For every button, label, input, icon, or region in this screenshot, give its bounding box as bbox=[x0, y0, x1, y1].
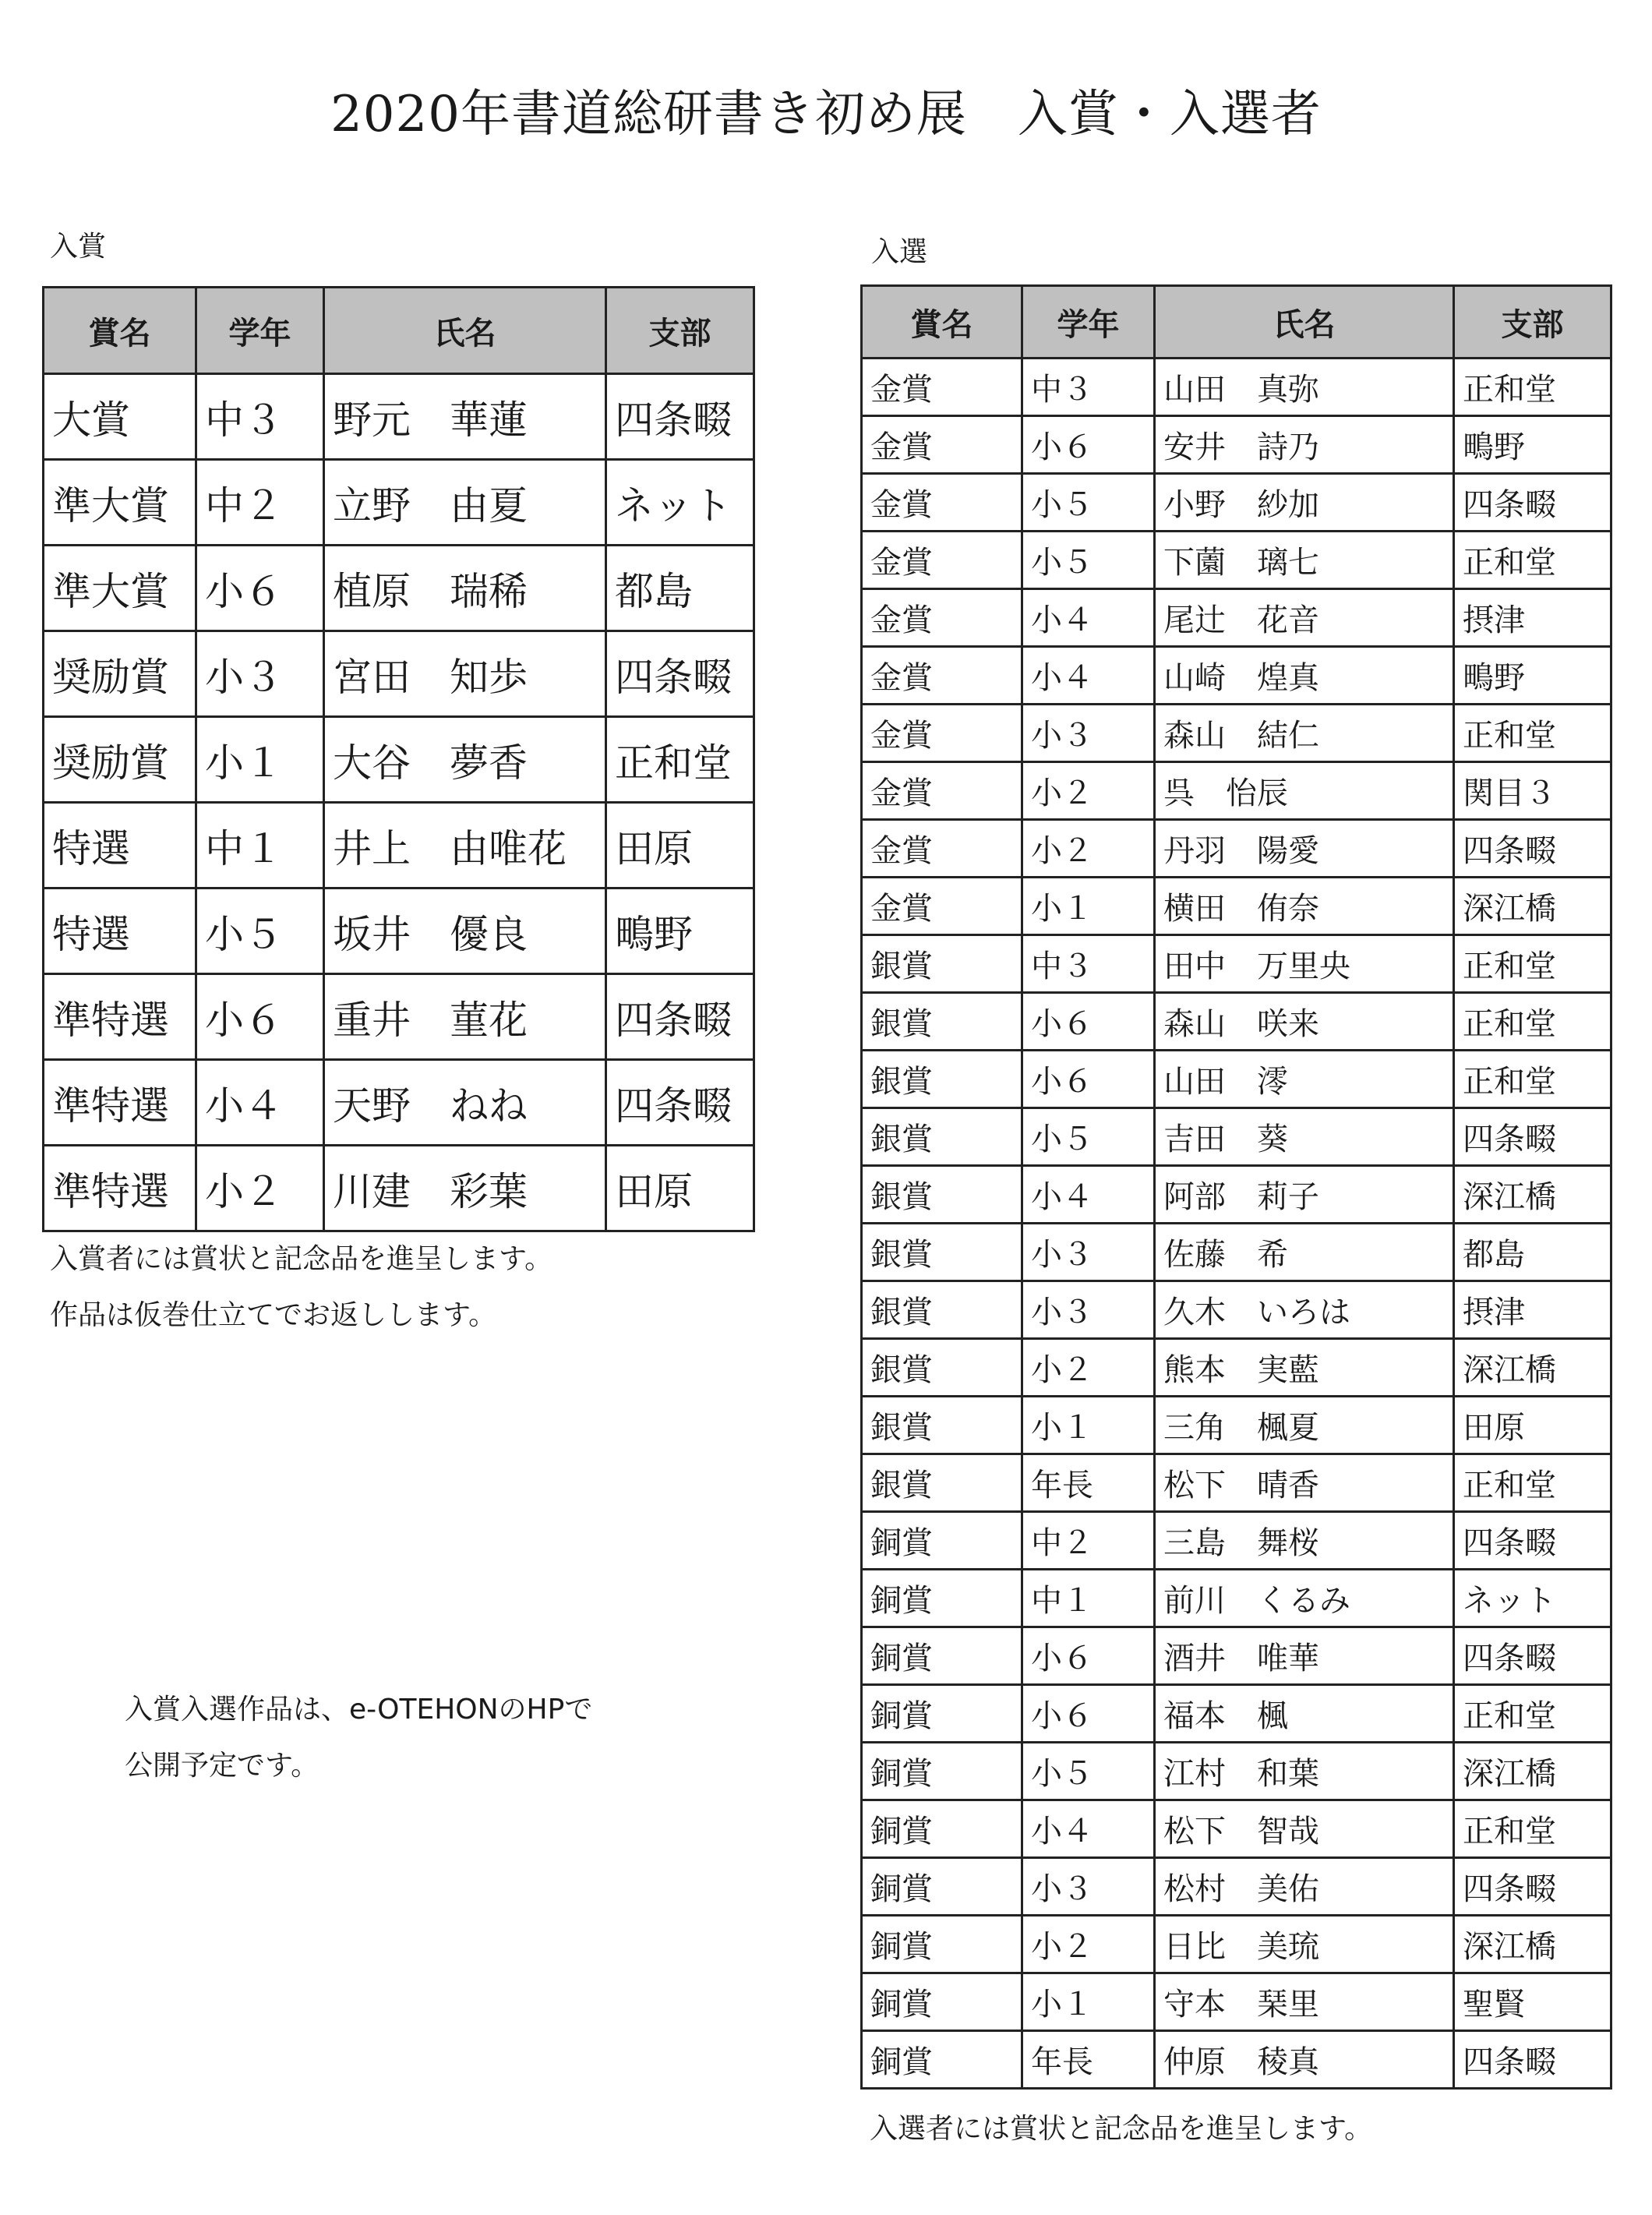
nyusho-note bbox=[50, 1231, 552, 1344]
column-header-branch: 支部 bbox=[606, 288, 754, 374]
name-cell: 野元 華蓮 bbox=[324, 374, 606, 460]
grade-cell: 小１ bbox=[196, 717, 324, 803]
branch-cell: 都島 bbox=[606, 546, 754, 631]
name-cell: 吉田 葵 bbox=[1155, 1108, 1454, 1166]
table-row bbox=[862, 1108, 1611, 1166]
table-row bbox=[862, 416, 1611, 474]
name-cell: 坂井 優良 bbox=[324, 888, 606, 974]
branch-cell: 深江橋 bbox=[1454, 878, 1611, 935]
table-row bbox=[44, 546, 754, 631]
award-cell: 金賞 bbox=[862, 359, 1022, 416]
grade-cell: 中２ bbox=[196, 460, 324, 546]
grade-cell: 小２ bbox=[1022, 1339, 1155, 1397]
branch-cell: 四条畷 bbox=[1454, 1108, 1611, 1166]
nyusen-table bbox=[860, 284, 1612, 2090]
grade-cell: 中１ bbox=[1022, 1570, 1155, 1627]
grade-cell: 小６ bbox=[1022, 1051, 1155, 1108]
nyusho-note-line: 入賞者には賞状と記念品を進呈します。 bbox=[50, 1243, 553, 1275]
branch-cell: ネット bbox=[606, 460, 754, 546]
grade-cell: 小４ bbox=[196, 1060, 324, 1146]
grade-cell: 小５ bbox=[1022, 1743, 1155, 1800]
branch-cell: 四条畷 bbox=[606, 1060, 754, 1146]
grade-cell: 小２ bbox=[1022, 762, 1155, 820]
branch-cell: 正和堂 bbox=[1454, 935, 1611, 993]
table-row bbox=[862, 705, 1611, 762]
grade-cell: 小１ bbox=[1022, 1397, 1155, 1454]
grade-cell: 年長 bbox=[1022, 2031, 1155, 2089]
grade-cell: 小６ bbox=[196, 974, 324, 1060]
award-cell: 銅賞 bbox=[862, 1685, 1022, 1743]
table-row bbox=[862, 935, 1611, 993]
branch-cell: 深江橋 bbox=[1454, 1339, 1611, 1397]
name-cell: 呉 怡辰 bbox=[1155, 762, 1454, 820]
grade-cell: 中３ bbox=[1022, 359, 1155, 416]
grade-cell: 小５ bbox=[1022, 1108, 1155, 1166]
column-header-branch: 支部 bbox=[1454, 286, 1611, 359]
nyusho-header-row bbox=[44, 288, 754, 374]
name-cell: 江村 和葉 bbox=[1155, 1743, 1454, 1800]
name-cell: 森山 結仁 bbox=[1155, 705, 1454, 762]
award-cell: 金賞 bbox=[862, 416, 1022, 474]
branch-cell: 四条畷 bbox=[1454, 474, 1611, 532]
award-cell: 銅賞 bbox=[862, 1627, 1022, 1685]
table-row bbox=[862, 1397, 1611, 1454]
name-cell: 日比 美琉 bbox=[1155, 1916, 1454, 1973]
grade-cell: 小６ bbox=[1022, 993, 1155, 1051]
nyusen-header-row bbox=[862, 286, 1611, 359]
branch-cell: 深江橋 bbox=[1454, 1916, 1611, 1973]
table-row bbox=[862, 1743, 1611, 1800]
name-cell: 井上 由唯花 bbox=[324, 803, 606, 888]
table-row bbox=[862, 1281, 1611, 1339]
table-row bbox=[862, 1800, 1611, 1858]
name-cell: 前川 くるみ bbox=[1155, 1570, 1454, 1627]
award-cell: 銅賞 bbox=[862, 2031, 1022, 2089]
award-cell: 特選 bbox=[44, 888, 196, 974]
column-header-award: 賞名 bbox=[44, 288, 196, 374]
table-row bbox=[862, 1570, 1611, 1627]
award-cell: 金賞 bbox=[862, 820, 1022, 878]
nyusho-note-line: 作品は仮巻仕立てでお返しします。 bbox=[50, 1299, 497, 1331]
table-row bbox=[862, 1339, 1611, 1397]
table-row bbox=[862, 1685, 1611, 1743]
publish-note-line: 入賞入選作品は、e-OTEHONのHPで bbox=[125, 1694, 593, 1726]
table-row bbox=[44, 1060, 754, 1146]
grade-cell: 小５ bbox=[196, 888, 324, 974]
table-row bbox=[862, 993, 1611, 1051]
table-row bbox=[44, 631, 754, 717]
award-cell: 準特選 bbox=[44, 1060, 196, 1146]
name-cell: 大谷 夢香 bbox=[324, 717, 606, 803]
grade-cell: 中３ bbox=[1022, 935, 1155, 993]
name-cell: 松村 美佑 bbox=[1155, 1858, 1454, 1916]
name-cell: 佐藤 希 bbox=[1155, 1224, 1454, 1281]
grade-cell: 小６ bbox=[1022, 416, 1155, 474]
name-cell: 久木 いろは bbox=[1155, 1281, 1454, 1339]
award-cell: 準特選 bbox=[44, 974, 196, 1060]
grade-cell: 小１ bbox=[1022, 878, 1155, 935]
name-cell: 森山 咲来 bbox=[1155, 993, 1454, 1051]
award-cell: 銀賞 bbox=[862, 1108, 1022, 1166]
award-cell: 特選 bbox=[44, 803, 196, 888]
branch-cell: 四条畷 bbox=[1454, 1627, 1611, 1685]
branch-cell: 正和堂 bbox=[1454, 705, 1611, 762]
award-cell: 準大賞 bbox=[44, 460, 196, 546]
award-cell: 金賞 bbox=[862, 589, 1022, 647]
name-cell: 下薗 璃七 bbox=[1155, 532, 1454, 589]
name-cell: 酒井 唯華 bbox=[1155, 1627, 1454, 1685]
column-header-grade: 学年 bbox=[196, 288, 324, 374]
award-cell: 奨励賞 bbox=[44, 717, 196, 803]
award-cell: 奨励賞 bbox=[44, 631, 196, 717]
branch-cell: 摂津 bbox=[1454, 1281, 1611, 1339]
grade-cell: 小５ bbox=[1022, 474, 1155, 532]
grade-cell: 小２ bbox=[1022, 1916, 1155, 1973]
branch-cell: 四条畷 bbox=[1454, 820, 1611, 878]
branch-cell: 正和堂 bbox=[1454, 1051, 1611, 1108]
branch-cell: 正和堂 bbox=[606, 717, 754, 803]
table-row bbox=[862, 1224, 1611, 1281]
grade-cell: 小１ bbox=[1022, 1973, 1155, 2031]
grade-cell: 小３ bbox=[1022, 1224, 1155, 1281]
name-cell: 松下 智哉 bbox=[1155, 1800, 1454, 1858]
award-cell: 金賞 bbox=[862, 532, 1022, 589]
name-cell: 三島 舞桜 bbox=[1155, 1512, 1454, 1570]
nyusen-note: 入選者には賞状と記念品を進呈します。 bbox=[870, 2113, 1373, 2145]
award-cell: 銀賞 bbox=[862, 993, 1022, 1051]
column-header-award: 賞名 bbox=[862, 286, 1022, 359]
award-cell: 金賞 bbox=[862, 474, 1022, 532]
award-cell: 銅賞 bbox=[862, 1800, 1022, 1858]
branch-cell: ネット bbox=[1454, 1570, 1611, 1627]
column-header-grade: 学年 bbox=[1022, 286, 1155, 359]
branch-cell: 四条畷 bbox=[606, 374, 754, 460]
name-cell: 川建 彩葉 bbox=[324, 1146, 606, 1231]
award-cell: 金賞 bbox=[862, 705, 1022, 762]
award-cell: 銅賞 bbox=[862, 1743, 1022, 1800]
name-cell: 田中 万里央 bbox=[1155, 935, 1454, 993]
branch-cell: 四条畷 bbox=[1454, 1858, 1611, 1916]
branch-cell: 関目３ bbox=[1454, 762, 1611, 820]
table-row bbox=[862, 1166, 1611, 1224]
page-title: 2020年書道総研書き初め展 入賞・入選者 bbox=[330, 86, 1322, 143]
column-header-name: 氏名 bbox=[1155, 286, 1454, 359]
table-row bbox=[44, 888, 754, 974]
name-cell: 宮田 知歩 bbox=[324, 631, 606, 717]
grade-cell: 小３ bbox=[196, 631, 324, 717]
nyusho-table bbox=[42, 286, 755, 1232]
name-cell: 重井 菫花 bbox=[324, 974, 606, 1060]
award-cell: 準特選 bbox=[44, 1146, 196, 1231]
table-row bbox=[862, 1858, 1611, 1916]
award-cell: 銀賞 bbox=[862, 1224, 1022, 1281]
name-cell: 横田 侑奈 bbox=[1155, 878, 1454, 935]
branch-cell: 四条畷 bbox=[606, 974, 754, 1060]
branch-cell: 四条畷 bbox=[1454, 1512, 1611, 1570]
table-row bbox=[862, 474, 1611, 532]
nyusho-section-label: 入賞 bbox=[50, 231, 107, 263]
branch-cell: 正和堂 bbox=[1454, 532, 1611, 589]
name-cell: 福本 楓 bbox=[1155, 1685, 1454, 1743]
table-row bbox=[862, 1973, 1611, 2031]
publish-note-line: 公開予定です。 bbox=[125, 1750, 319, 1782]
grade-cell: 小４ bbox=[1022, 647, 1155, 705]
nyusen-section-label: 入選 bbox=[871, 236, 928, 268]
award-cell: 金賞 bbox=[862, 647, 1022, 705]
name-cell: 山田 澪 bbox=[1155, 1051, 1454, 1108]
branch-cell: 正和堂 bbox=[1454, 1800, 1611, 1858]
name-cell: 安井 詩乃 bbox=[1155, 416, 1454, 474]
branch-cell: 鴫野 bbox=[1454, 647, 1611, 705]
name-cell: 熊本 実藍 bbox=[1155, 1339, 1454, 1397]
name-cell: 松下 晴香 bbox=[1155, 1454, 1454, 1512]
name-cell: 立野 由夏 bbox=[324, 460, 606, 546]
table-row bbox=[862, 647, 1611, 705]
name-cell: 山崎 煌真 bbox=[1155, 647, 1454, 705]
award-cell: 準大賞 bbox=[44, 546, 196, 631]
name-cell: 天野 ねね bbox=[324, 1060, 606, 1146]
table-row bbox=[862, 589, 1611, 647]
publish-note bbox=[125, 1682, 592, 1794]
award-cell: 金賞 bbox=[862, 762, 1022, 820]
grade-cell: 小４ bbox=[1022, 1800, 1155, 1858]
name-cell: 守本 琹里 bbox=[1155, 1973, 1454, 2031]
branch-cell: 深江橋 bbox=[1454, 1743, 1611, 1800]
award-cell: 銀賞 bbox=[862, 1397, 1022, 1454]
award-cell: 銅賞 bbox=[862, 1973, 1022, 2031]
name-cell: 阿部 莉子 bbox=[1155, 1166, 1454, 1224]
table-row bbox=[862, 532, 1611, 589]
award-cell: 銅賞 bbox=[862, 1570, 1022, 1627]
branch-cell: 田原 bbox=[606, 1146, 754, 1231]
award-cell: 銅賞 bbox=[862, 1512, 1022, 1570]
award-cell: 銅賞 bbox=[862, 1858, 1022, 1916]
table-row bbox=[44, 974, 754, 1060]
table-row bbox=[44, 460, 754, 546]
award-cell: 大賞 bbox=[44, 374, 196, 460]
name-cell: 山田 真弥 bbox=[1155, 359, 1454, 416]
table-row bbox=[44, 1146, 754, 1231]
branch-cell: 正和堂 bbox=[1454, 1685, 1611, 1743]
grade-cell: 小５ bbox=[1022, 532, 1155, 589]
branch-cell: 都島 bbox=[1454, 1224, 1611, 1281]
table-row bbox=[862, 2031, 1611, 2089]
award-cell: 銀賞 bbox=[862, 935, 1022, 993]
name-cell: 尾辻 花音 bbox=[1155, 589, 1454, 647]
branch-cell: 田原 bbox=[606, 803, 754, 888]
grade-cell: 小６ bbox=[1022, 1685, 1155, 1743]
table-row bbox=[862, 1512, 1611, 1570]
nyusen-table-body bbox=[862, 359, 1611, 2089]
branch-cell: 四条畷 bbox=[606, 631, 754, 717]
name-cell: 小野 紗加 bbox=[1155, 474, 1454, 532]
award-cell: 銀賞 bbox=[862, 1339, 1022, 1397]
branch-cell: 正和堂 bbox=[1454, 1454, 1611, 1512]
branch-cell: 田原 bbox=[1454, 1397, 1611, 1454]
award-cell: 銀賞 bbox=[862, 1166, 1022, 1224]
grade-cell: 小３ bbox=[1022, 1858, 1155, 1916]
grade-cell: 小３ bbox=[1022, 1281, 1155, 1339]
branch-cell: 正和堂 bbox=[1454, 359, 1611, 416]
table-row bbox=[862, 762, 1611, 820]
name-cell: 三角 楓夏 bbox=[1155, 1397, 1454, 1454]
grade-cell: 中３ bbox=[196, 374, 324, 460]
grade-cell: 小３ bbox=[1022, 705, 1155, 762]
table-row bbox=[862, 1916, 1611, 1973]
grade-cell: 小４ bbox=[1022, 1166, 1155, 1224]
name-cell: 仲原 稜真 bbox=[1155, 2031, 1454, 2089]
table-row bbox=[862, 878, 1611, 935]
award-cell: 銀賞 bbox=[862, 1281, 1022, 1339]
branch-cell: 鴫野 bbox=[1454, 416, 1611, 474]
column-header-name: 氏名 bbox=[324, 288, 606, 374]
table-row bbox=[862, 1051, 1611, 1108]
branch-cell: 正和堂 bbox=[1454, 993, 1611, 1051]
grade-cell: 小４ bbox=[1022, 589, 1155, 647]
award-cell: 銀賞 bbox=[862, 1454, 1022, 1512]
table-row bbox=[862, 359, 1611, 416]
grade-cell: 年長 bbox=[1022, 1454, 1155, 1512]
grade-cell: 小６ bbox=[196, 546, 324, 631]
branch-cell: 四条畷 bbox=[1454, 2031, 1611, 2089]
branch-cell: 鴫野 bbox=[606, 888, 754, 974]
table-row bbox=[44, 717, 754, 803]
branch-cell: 聖賢 bbox=[1454, 1973, 1611, 2031]
nyusho-table-body bbox=[44, 374, 754, 1231]
grade-cell: 中１ bbox=[196, 803, 324, 888]
grade-cell: 小６ bbox=[1022, 1627, 1155, 1685]
award-cell: 金賞 bbox=[862, 878, 1022, 935]
grade-cell: 小２ bbox=[1022, 820, 1155, 878]
table-row bbox=[44, 374, 754, 460]
name-cell: 丹羽 陽愛 bbox=[1155, 820, 1454, 878]
award-cell: 銅賞 bbox=[862, 1916, 1022, 1973]
grade-cell: 小２ bbox=[196, 1146, 324, 1231]
table-row bbox=[862, 820, 1611, 878]
grade-cell: 中２ bbox=[1022, 1512, 1155, 1570]
name-cell: 植原 瑞稀 bbox=[324, 546, 606, 631]
table-row bbox=[44, 803, 754, 888]
table-row bbox=[862, 1627, 1611, 1685]
branch-cell: 深江橋 bbox=[1454, 1166, 1611, 1224]
branch-cell: 摂津 bbox=[1454, 589, 1611, 647]
award-cell: 銀賞 bbox=[862, 1051, 1022, 1108]
table-row bbox=[862, 1454, 1611, 1512]
